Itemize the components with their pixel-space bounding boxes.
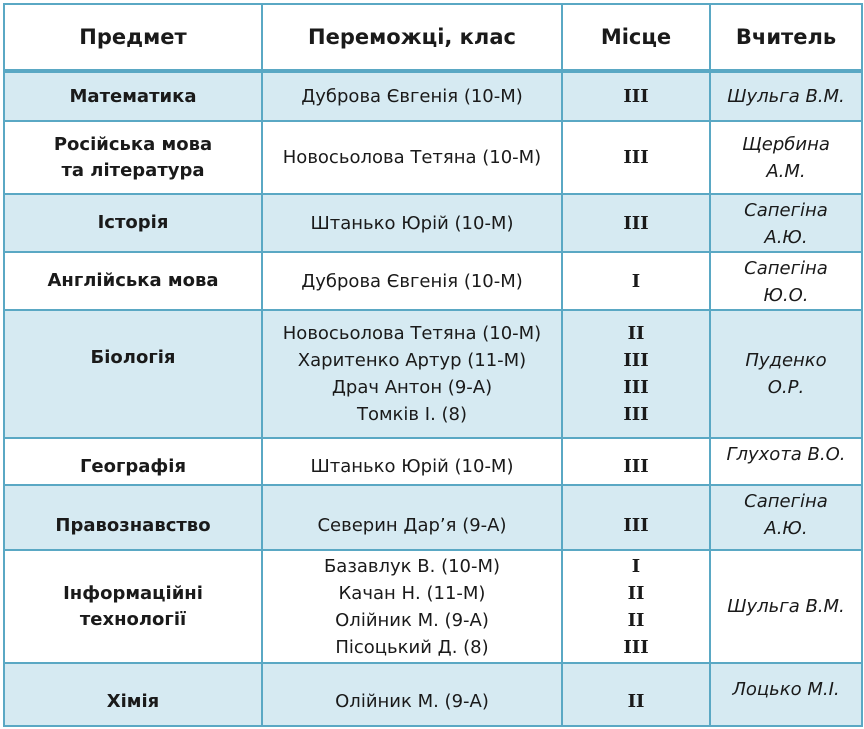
table-body bbox=[4, 71, 862, 726]
subject-cell bbox=[4, 194, 262, 252]
place-text: II bbox=[627, 582, 645, 604]
table-row bbox=[4, 121, 862, 194]
subject-text: Російська мова bbox=[53, 133, 213, 155]
subject-text: Географія bbox=[79, 456, 187, 477]
subject-cell bbox=[4, 310, 262, 438]
winners-cell bbox=[262, 550, 562, 663]
table-row bbox=[4, 485, 862, 550]
header-winners: Переможці, клас bbox=[262, 4, 562, 71]
place-text: III bbox=[623, 86, 649, 107]
place-cell bbox=[562, 194, 710, 252]
winner-text: Качан Н. (11-М) bbox=[338, 582, 486, 604]
teacher-cell bbox=[710, 252, 862, 310]
winner-text: Штанько Юрій (10-М) bbox=[310, 212, 514, 234]
subject-text: Інформаційні bbox=[63, 582, 203, 604]
teacher-cell bbox=[710, 438, 862, 485]
table-row bbox=[4, 550, 862, 663]
table-row bbox=[4, 310, 862, 438]
table-row bbox=[4, 71, 862, 121]
header-teacher: Вчитель bbox=[710, 4, 862, 71]
teacher-text: А.Ю. bbox=[764, 518, 808, 539]
place-cell bbox=[562, 663, 710, 726]
teacher-text: Щербина bbox=[742, 133, 830, 155]
place-text: III bbox=[623, 404, 649, 425]
header-row bbox=[4, 4, 862, 71]
teacher-text: А.Ю. bbox=[764, 227, 808, 248]
winner-text: Новосьолова Тетяна (10-М) bbox=[282, 147, 542, 168]
subject-cell bbox=[4, 71, 262, 121]
winner-text: Новосьолова Тетяна (10-М) bbox=[282, 323, 542, 344]
place-text: III bbox=[623, 212, 649, 234]
header-place: Місце bbox=[562, 4, 710, 71]
teacher-cell bbox=[710, 71, 862, 121]
winner-text: Драч Антон (9-А) bbox=[331, 377, 493, 398]
place-text: III bbox=[623, 350, 649, 371]
winner-text: Базавлук В. (10-М) bbox=[323, 555, 501, 577]
winner-text: Штанько Юрій (10-М) bbox=[310, 456, 514, 477]
place-cell bbox=[562, 485, 710, 550]
winners-cell bbox=[262, 485, 562, 550]
teacher-text: Шульга В.М. bbox=[727, 86, 845, 107]
place-text: III bbox=[623, 147, 649, 168]
table-row bbox=[4, 194, 862, 252]
teacher-cell bbox=[710, 663, 862, 726]
winners-cell bbox=[262, 252, 562, 310]
subject-cell bbox=[4, 252, 262, 310]
table-row bbox=[4, 438, 862, 485]
place-text: III bbox=[623, 636, 649, 658]
subject-cell bbox=[4, 438, 262, 485]
place-text: I bbox=[631, 270, 641, 292]
teacher-text: А.М. bbox=[766, 160, 806, 182]
table-row bbox=[4, 252, 862, 310]
teacher-cell bbox=[710, 121, 862, 194]
subject-text: Біологія bbox=[90, 347, 176, 368]
winners-cell bbox=[262, 121, 562, 194]
winner-text: Олійник М. (9-А) bbox=[335, 609, 489, 631]
place-text: III bbox=[623, 377, 649, 398]
winner-text: Пісоцький Д. (8) bbox=[335, 636, 489, 658]
subject-cell bbox=[4, 485, 262, 550]
teacher-text: О.Р. bbox=[767, 377, 805, 398]
place-text: I bbox=[631, 555, 641, 577]
teacher-cell bbox=[710, 310, 862, 438]
place-text: III bbox=[623, 456, 649, 477]
teacher-cell bbox=[710, 194, 862, 252]
place-text: III bbox=[623, 515, 649, 536]
place-cell bbox=[562, 121, 710, 194]
winner-text: Северин Дар’я (9-А) bbox=[317, 515, 507, 536]
teacher-text: Глухота В.О. bbox=[726, 444, 846, 465]
header-subject: Предмет bbox=[4, 4, 262, 71]
subject-cell bbox=[4, 663, 262, 726]
teacher-cell bbox=[710, 550, 862, 663]
teacher-text: Сапегіна bbox=[744, 491, 828, 512]
place-cell bbox=[562, 310, 710, 438]
subject-cell bbox=[4, 121, 262, 194]
table-row bbox=[4, 663, 862, 726]
teacher-cell bbox=[710, 485, 862, 550]
place-text: II bbox=[627, 609, 645, 631]
subject-cell bbox=[4, 550, 262, 663]
place-cell bbox=[562, 71, 710, 121]
teacher-text: Ю.О. bbox=[763, 285, 809, 306]
winner-text: Олійник М. (9-А) bbox=[335, 691, 489, 712]
teacher-text: Сапегіна bbox=[744, 258, 828, 279]
subject-text: Англійська мова bbox=[47, 270, 219, 291]
winners-cell bbox=[262, 71, 562, 121]
subject-text: та література bbox=[61, 159, 205, 181]
teacher-text: Шульга В.М. bbox=[727, 596, 845, 617]
teacher-text: Лоцько М.І. bbox=[732, 679, 840, 700]
subject-text: Хімія bbox=[106, 691, 160, 712]
winners-cell bbox=[262, 194, 562, 252]
results-table bbox=[3, 3, 863, 727]
teacher-text: Пуденко bbox=[745, 350, 827, 371]
subject-text: Математика bbox=[69, 85, 197, 107]
winners-cell bbox=[262, 310, 562, 438]
place-text: II bbox=[627, 691, 645, 712]
winners-cell bbox=[262, 663, 562, 726]
winner-text: Дуброва Євгенія (10-М) bbox=[301, 86, 523, 107]
subject-text: Правознавство bbox=[55, 515, 211, 536]
subject-text: технології bbox=[79, 608, 187, 630]
place-text: II bbox=[627, 323, 645, 344]
winner-text: Харитенко Артур (11-М) bbox=[297, 350, 527, 371]
winner-text: Дуброва Євгенія (10-М) bbox=[301, 270, 523, 292]
winners-cell bbox=[262, 438, 562, 485]
place-cell bbox=[562, 550, 710, 663]
place-cell bbox=[562, 252, 710, 310]
teacher-text: Сапегіна bbox=[744, 200, 828, 221]
table-header bbox=[4, 4, 862, 71]
winner-text: Томків І. (8) bbox=[356, 404, 468, 425]
subject-text: Історія bbox=[97, 212, 169, 233]
place-cell bbox=[562, 438, 710, 485]
